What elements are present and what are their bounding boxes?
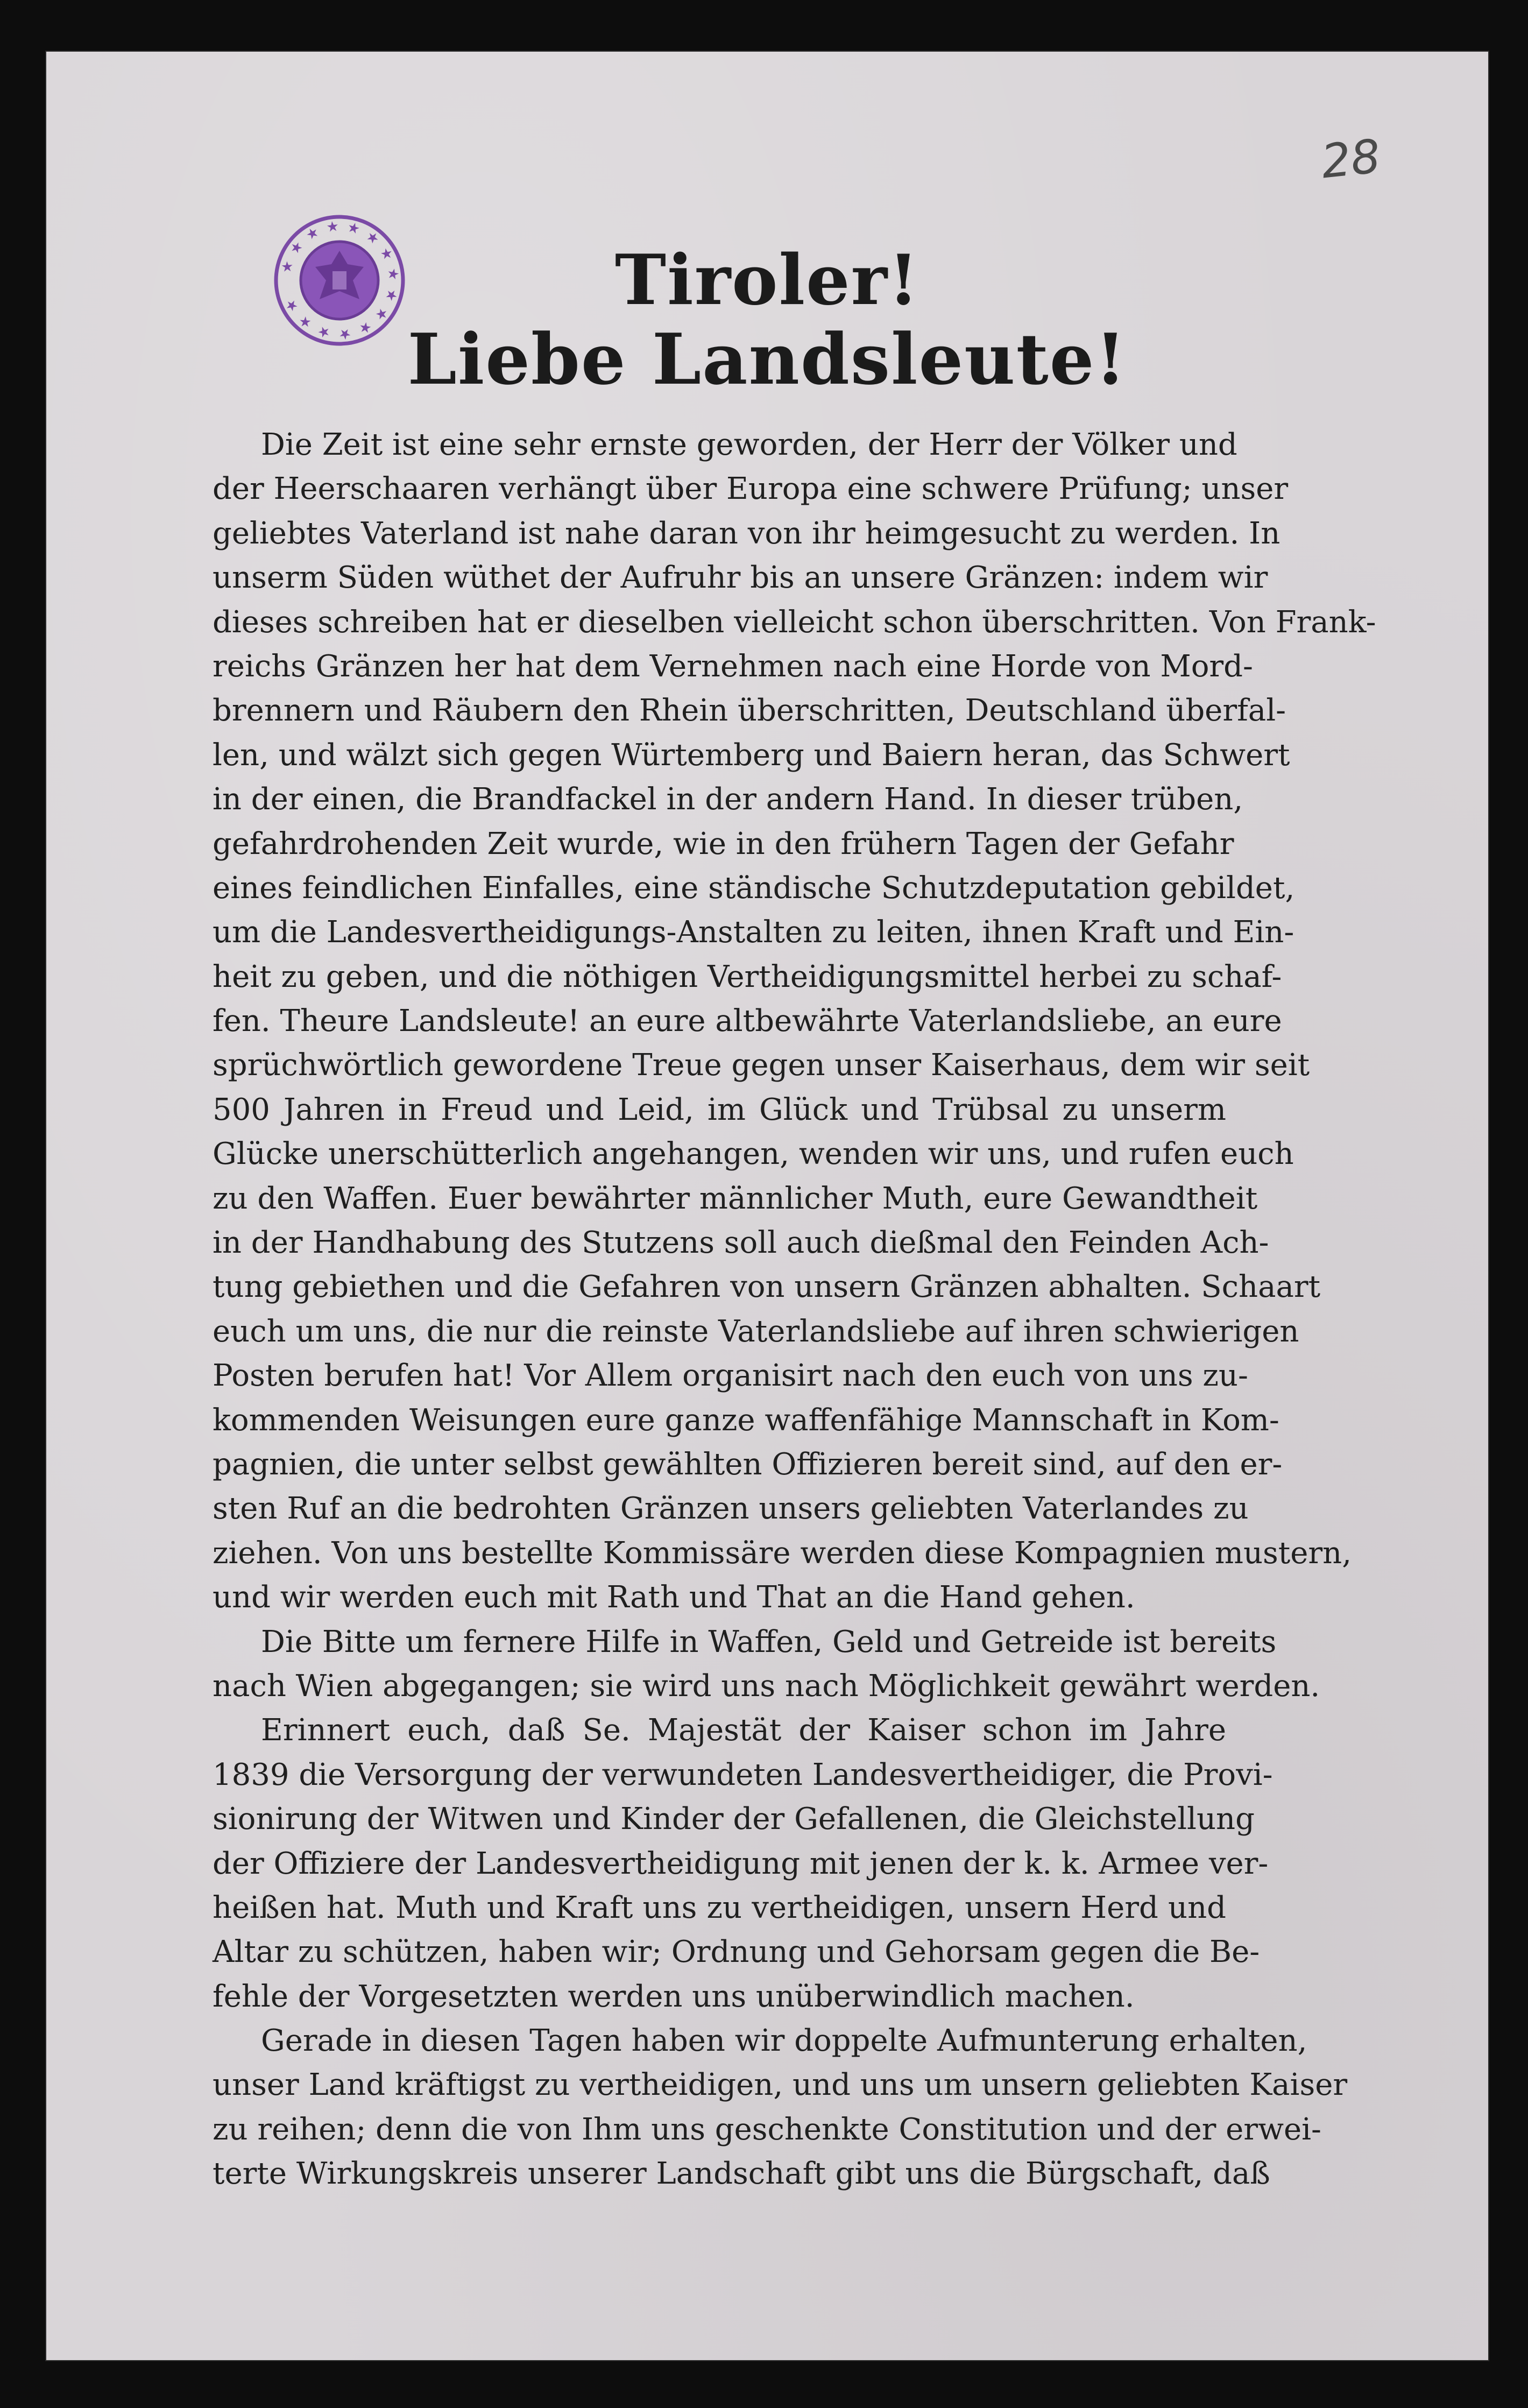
- body-line: heißen hat. Muth und Kraft uns zu vertheidigen, unsern Herd und: [213, 1890, 1226, 1925]
- body-line: Gerade in diesen Tagen haben wir doppelte Aufmunterung erhalten,: [261, 2023, 1307, 2059]
- body-line: kommenden Weisungen eure ganze waffenfähige Mannschaft in Kom-: [213, 1402, 1279, 1438]
- body-line: geliebtes Vaterland ist nahe daran von ihr heimgesucht zu werden. In: [213, 516, 1281, 551]
- body-line: sten Ruf an die bedrohten Gränzen unsers geliebten Vaterlandes zu: [213, 1491, 1249, 1527]
- title-line-2: Liebe Landsleute!: [407, 318, 1127, 400]
- body-line: 500 Jahren in Freud und Leid, im Glück und Trübsal zu unserm: [213, 1092, 1226, 1127]
- body-line: und wir werden euch mit Rath und That an die Hand gehen.: [213, 1580, 1135, 1615]
- body-line: Glücke unerschütterlich angehangen, wenden wir uns, und rufen euch: [213, 1136, 1294, 1172]
- body-line: Die Bitte um fernere Hilfe in Waffen, Geld und Getreide ist bereits: [261, 1624, 1277, 1660]
- body-line: tung gebiethen und die Gefahren von unsern Gränzen abhalten. Schaart: [213, 1269, 1321, 1305]
- body-line: der Offiziere der Landesvertheidigung mit jenen der k. k. Armee ver-: [213, 1846, 1269, 1881]
- body-line: reichs Gränzen her hat dem Vernehmen nach eine Horde von Mord-: [213, 648, 1253, 684]
- body-line: pagnien, die unter selbst gewählten Offizieren bereit sind, auf den er-: [213, 1446, 1283, 1482]
- body-line: gefahrdrohenden Zeit wurde, wie in den frühern Tagen der Gefahr: [213, 826, 1234, 861]
- body-line: der Heerschaaren verhängt über Europa eine schwere Prüfung; unser: [213, 471, 1289, 507]
- title-line-1: Tiroler!: [614, 240, 920, 321]
- folio-number: 28: [1319, 129, 1383, 189]
- svg-text:★ ★ ★ ★ ★ ★ ★ ★ ★ ★ ★ ★ ★ ★ ★: ★ ★ ★ ★ ★ ★ ★ ★ ★ ★ ★ ★ ★ ★ ★: [278, 218, 402, 343]
- body-line: euch um uns, die nur die reinste Vaterlandsliebe auf ihren schwierigen: [213, 1314, 1299, 1349]
- body-line: len, und wälzt sich gegen Würtemberg und Baiern heran, das Schwert: [213, 737, 1290, 773]
- body-line: um die Landesvertheidigungs-Anstalten zu leiten, ihnen Kraft und Ein-: [213, 915, 1294, 950]
- body-line: unserm Süden wüthet der Aufruhr bis an unsere Gränzen: indem wir: [213, 560, 1268, 596]
- body-line: nach Wien abgegangen; sie wird uns nach Möglichkeit gewährt werden.: [213, 1668, 1320, 1704]
- document-page: [46, 52, 1488, 2360]
- body-line: fen. Theure Landsleute! an eure altbewährte Vaterlandsliebe, an eure: [213, 1004, 1282, 1039]
- body-line: dieses schreiben hat er dieselben vielleicht schon überschritten. Von Frank-: [213, 604, 1376, 640]
- body-line: Altar zu schützen, haben wir; Ordnung und Gehorsam gegen die Be-: [213, 1934, 1260, 1970]
- body-line: terte Wirkungskreis unserer Landschaft gibt uns die Bürgschaft, daß: [213, 2156, 1270, 2192]
- body-line: sprüchwörtlich gewordene Treue gegen unser Kaiserhaus, dem wir seit: [213, 1048, 1310, 1083]
- body-line: ziehen. Von uns bestellte Kommissäre werden diese Kompagnien mustern,: [213, 1535, 1352, 1571]
- body-line: Posten berufen hat! Vor Allem organisirt nach den euch von uns zu-: [213, 1358, 1248, 1394]
- body-line: eines feindlichen Einfalles, eine ständische Schutzdeputation gebildet,: [213, 870, 1295, 906]
- body-line: in der einen, die Brandfackel in der andern Hand. In dieser trüben,: [213, 782, 1243, 817]
- body-line: sionirung der Witwen und Kinder der Gefallenen, die Gleichstellung: [213, 1802, 1255, 1837]
- body-line: unser Land kräftigst zu vertheidigen, und uns um unsern geliebten Kaiser: [213, 2067, 1348, 2103]
- body-line: brennern und Räubern den Rhein überschritten, Deutschland überfal-: [213, 693, 1286, 729]
- body-line: zu reihen; denn die von Ihm uns geschenkte Constitution und der erwei-: [213, 2112, 1321, 2147]
- body-line: Erinnert euch, daß Se. Majestät der Kaiser schon im Jahre: [261, 1713, 1226, 1748]
- body-line: zu den Waffen. Euer bewährter männlicher Muth, eure Gewandtheit: [213, 1181, 1258, 1216]
- body-line: fehle der Vorgesetzten werden uns unüberwindlich machen.: [213, 1979, 1135, 2014]
- proclamation-body: [213, 423, 1376, 2197]
- body-line: in der Handhabung des Stutzens soll auch dießmal den Feinden Ach-: [213, 1225, 1269, 1261]
- body-line: heit zu geben, und die nöthigen Vertheidigungsmittel herbei zu schaf-: [213, 959, 1282, 994]
- body-line: Die Zeit ist eine sehr ernste geworden, der Herr der Völker und: [261, 427, 1237, 462]
- body-line: 1839 die Versorgung der verwundeten Landesvertheidiger, die Provi-: [213, 1757, 1273, 1792]
